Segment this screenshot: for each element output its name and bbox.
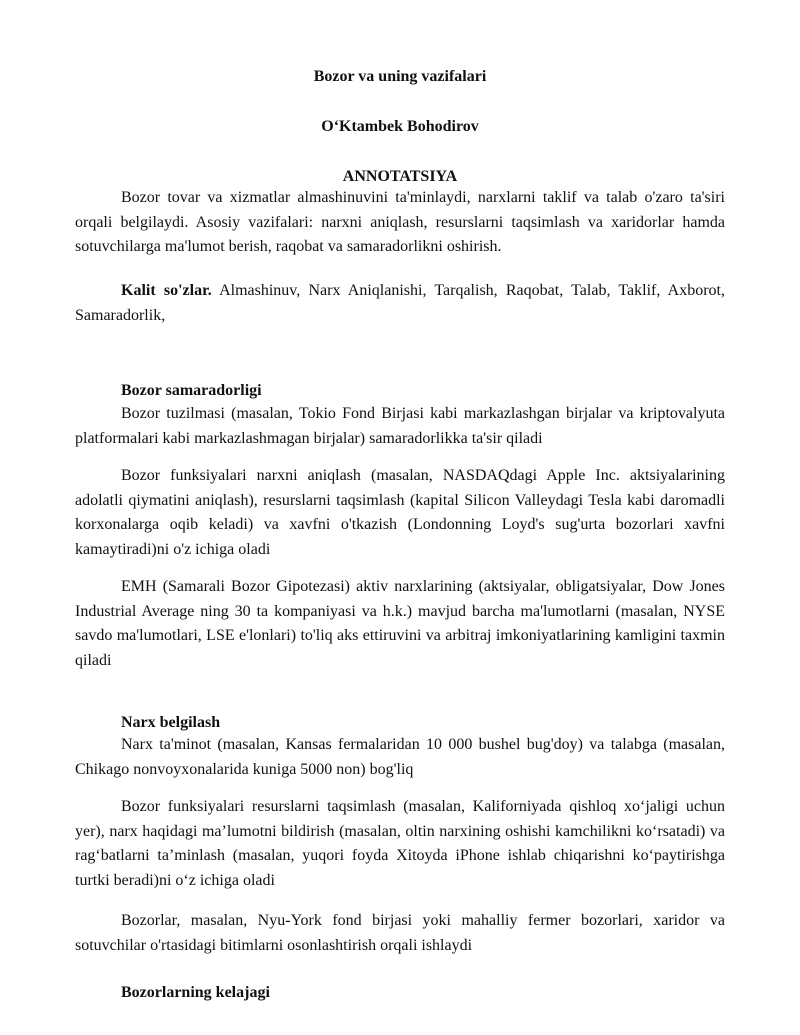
body-paragraph: Bozor funksiyalari resurslarni taqsimlash (masalan, Kaliforniyada qishloq xo‘jaligi uchun yer), narx haqidagi ma’lumotni bildirish (masalan, oltin narxining oshishi kamchilikni ko‘rsatadi) va rag‘batlarni ta’minlash (masalan, yuqori foyda Xitoyda iPhone ishlab chiqarishni ko‘paytirishga turtki beradi)ni o‘z ichiga oladi — [75, 798, 725, 889]
abstract-heading: ANNOTATSIYA — [342, 168, 458, 185]
keywords-paragraph — [75, 279, 725, 328]
keywords-label: Kalit so'zlar. — [121, 282, 212, 299]
body-paragraph: Bozorlar, masalan, Nyu-York fond birjasi yoki mahalliy fermer bozorlari, xaridor va sotuvchilar o'rtasidagi bitimlarni osonlashtirish orqali ishlaydi — [75, 912, 725, 954]
body-paragraph: Narx ta'minot (masalan, Kansas fermalaridan 10 000 bushel bug'doy) va talabga (masalan, Chikago nonvoyxonalarida kuniga 5000 non) bog'liq — [75, 736, 725, 778]
keywords-text: Almashinuv, Narx Aniqlanishi, Tarqalish, Raqobat, Talab, Taklif, Axborot, Samaradorlik, — [75, 282, 726, 324]
paper-title: Bozor va uning vazifalari — [313, 68, 487, 85]
author-name: O‘Ktambek Bohodirov — [321, 118, 479, 135]
body-paragraph: EMH (Samarali Bozor Gipotezasi) aktiv narxlarining (aktsiyalar, obligatsiyalar, Dow Jones Industrial Average ning 30 ta kompaniyasi va h.k.) mavjud barcha ma'lumotlarni (masalan, NYSE savdo ma'lumotlari, LSE e'lonlari) to'liq aks ettiruvini va arbitraj imkoniyatlarining kamligini taxmin qiladi — [75, 578, 725, 669]
section-heading-narx-belgilash: Narx belgilash — [121, 714, 221, 731]
abstract-text: Bozor tovar va xizmatlar almashinuvini ta'minlaydi, narxlarni taklif va talab o'zaro ta'siri orqali belgilaydi. Asosiy vazifalari: narxni aniqlash, resurslarni taqsimlash va xaridorlar hamda sotuvchilarga ma'lumot berish, raqobat va samaradorlikni oshirish. — [75, 189, 725, 255]
section-heading-bozor-samaradorligi: Bozor samaradorligi — [121, 382, 262, 399]
body-paragraph: Bozor tuzilmasi (masalan, Tokio Fond Birjasi kabi markazlashgan birjalar va kriptovalyuta platformalari kabi markazlashmagan birjalar) samaradorlikka ta'sir qiladi — [75, 405, 725, 447]
body-paragraph: Bozor funksiyalari narxni aniqlash (masalan, NASDAQdagi Apple Inc. aktsiyalarining adolatli qiymatini aniqlash), resurslarni taqsimlash (kapital Silicon Valleydagi Tesla kabi daromadli korxonalarga oqib keladi) va xavfni o'tkazish (Londonning Loyd's sug'urta bozorlari xavfni kamaytiradi)ni o'z ichiga oladi — [75, 467, 725, 558]
section-heading-bozorlarning-kelajagi: Bozorlarning kelajagi — [121, 984, 270, 1001]
